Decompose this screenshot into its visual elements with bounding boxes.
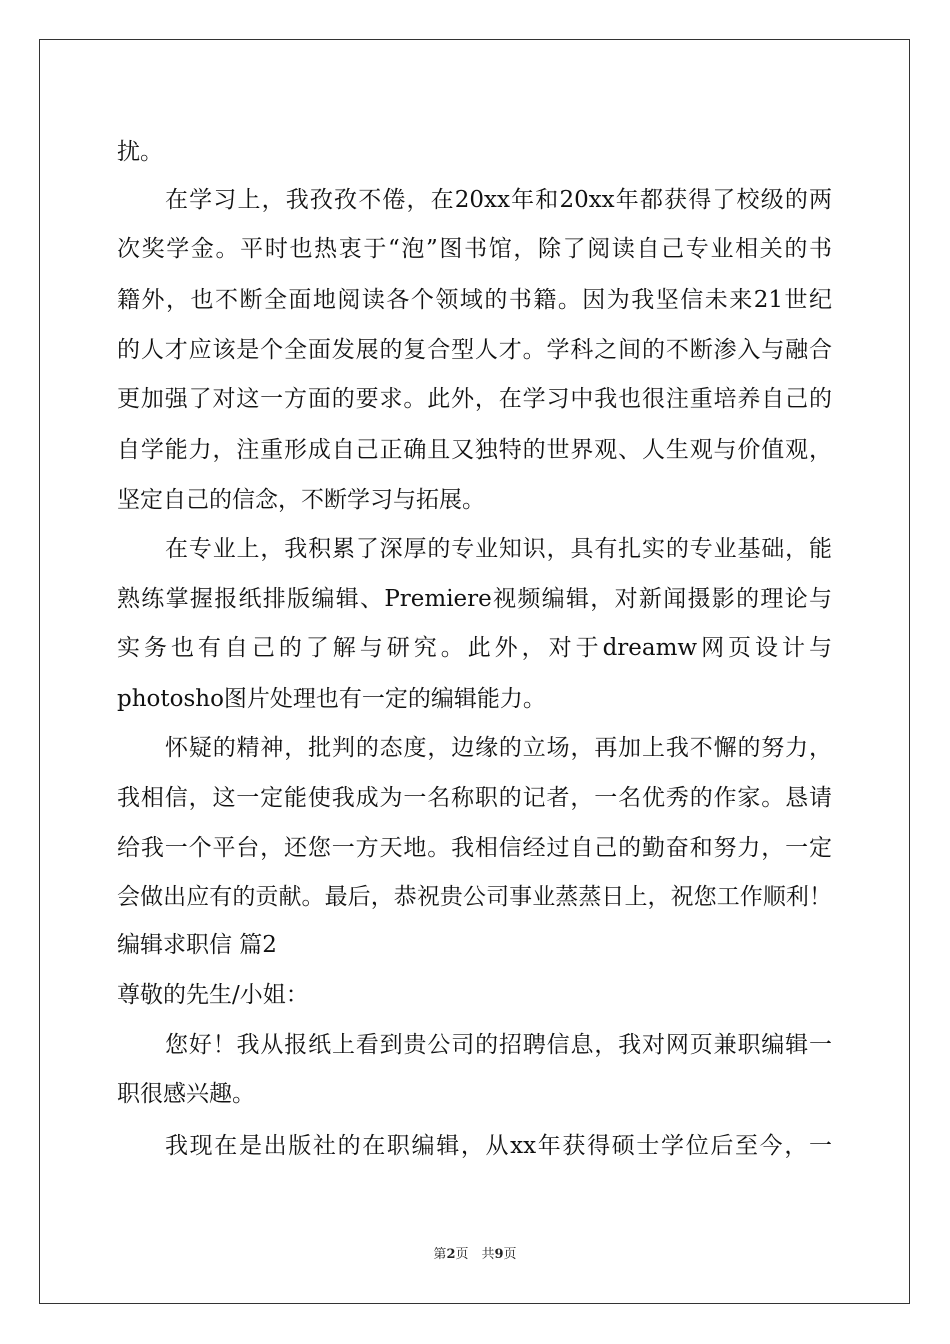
page-border [39, 39, 910, 1304]
paragraph-line: 在学习上，我孜孜不倦，在20xx年和20xx年都获得了校级的两 [165, 187, 832, 213]
footer-page-current: 2 [446, 1247, 456, 1262]
footer-page-total: 9 [494, 1247, 504, 1262]
paragraph-line: 扰。 [117, 139, 163, 165]
paragraph-line: 次奖学金。平时也热衷于“泡”图书馆，除了阅读自己专业相关的书 [117, 236, 832, 262]
paragraph-line: 自学能力，注重形成自己正确且又独特的世界观、人生观与价值观， [117, 437, 832, 463]
paragraph-line: 籍外，也不断全面地阅读各个领域的书籍。因为我坚信未来21世纪 [117, 287, 832, 313]
section-heading: 编辑求职信 篇2 [117, 932, 277, 958]
paragraph-line: 的人才应该是个全面发展的复合型人才。学科之间的不断渗入与融合 [117, 337, 832, 363]
paragraph-line: 给我一个平台，还您一方天地。我相信经过自己的勤奋和努力，一定 [117, 835, 832, 861]
paragraph-line: 会做出应有的贡献。最后，恭祝贵公司事业蒸蒸日上，祝您工作顺利！ [117, 884, 832, 910]
paragraph-line: 更加强了对这一方面的要求。此外，在学习中我也很注重培养自己的 [117, 386, 832, 412]
paragraph-line: 坚定自己的信念，不断学习与拓展。 [117, 487, 485, 513]
salutation: 尊敬的先生/小姐： [117, 982, 309, 1008]
paragraph-line: 怀疑的精神，批判的态度，边缘的立场，再加上我不懈的努力， [165, 735, 832, 761]
paragraph-line: 职很感兴趣。 [117, 1081, 255, 1107]
paragraph-line: 熟练掌握报纸排版编辑、Premiere视频编辑，对新闻摄影的理论与 [117, 586, 832, 612]
paragraph-line: 您好！我从报纸上看到贵公司的招聘信息，我对网页兼职编辑一 [165, 1032, 832, 1058]
footer-page-mid: 页 共 [455, 1247, 495, 1262]
paragraph-line: 我相信，这一定能使我成为一名称职的记者，一名优秀的作家。恳请 [117, 785, 832, 811]
paragraph-line: photosho图片处理也有一定的编辑能力。 [117, 686, 546, 712]
footer-page-suffix: 页 [503, 1247, 517, 1262]
page-footer [0, 1247, 950, 1263]
paragraph-line: 在专业上，我积累了深厚的专业知识，具有扎实的专业基础，能 [165, 536, 832, 562]
paragraph-line: 我现在是出版社的在职编辑，从xx年获得硕士学位后至今，一 [165, 1133, 832, 1159]
paragraph-line: 实务也有自己的了解与研究。此外，对于dreamw网页设计与 [117, 635, 832, 661]
footer-page-prefix: 第 [433, 1247, 447, 1262]
